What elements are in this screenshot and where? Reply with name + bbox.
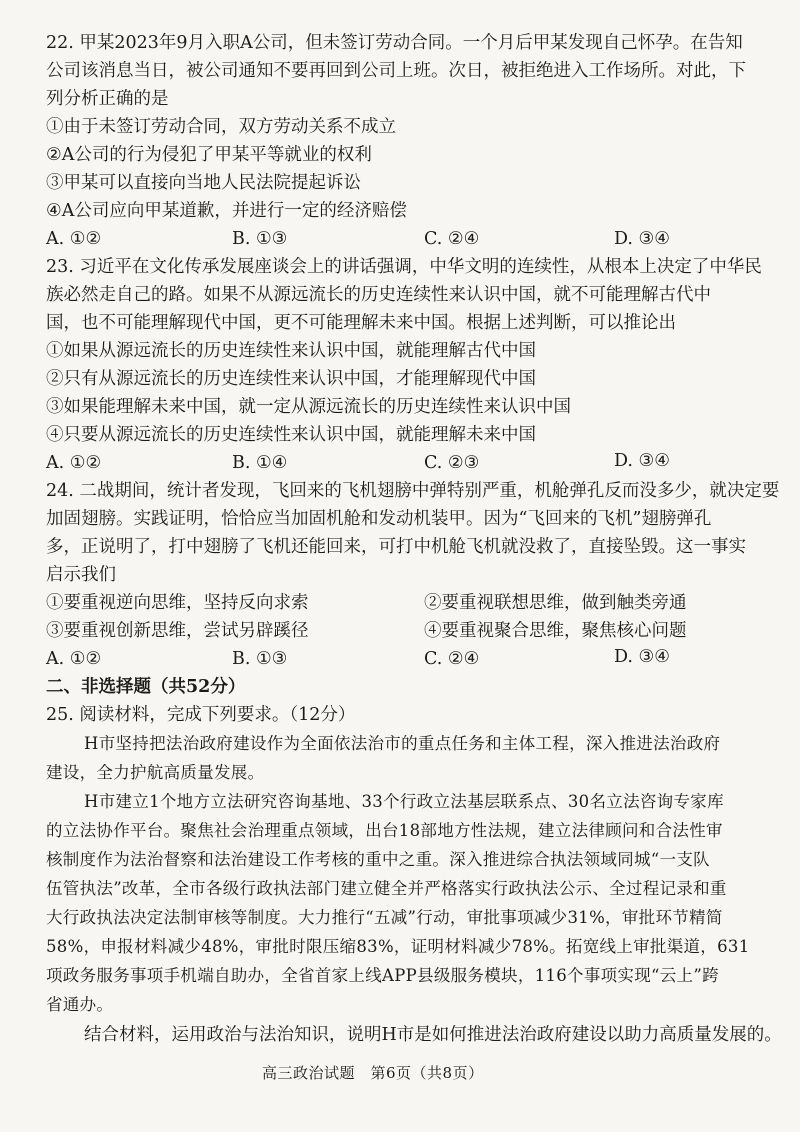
- q24-statement-3: ③要重视创新思维，尝试另辟蹊径: [46, 621, 309, 641]
- q25-material-line-9: 项政务服务事项手机端自助办，全省首家上线APP县级服务模块，116个事项实现“云上”跨: [46, 966, 719, 985]
- q25-material-line-7: 大行政执法决定法制审核等制度。大力推行“五减”行动，审批事项减少31%，审批环节精简: [46, 908, 723, 927]
- q22-stem-line-3: 列分析正确的是: [46, 89, 169, 109]
- q25-material-line-5: 核制度作为法治督察和法治建设工作考核的重中之重。深入推进综合执法领域同城“一支队: [46, 850, 710, 869]
- q23-option-b: B. ①④: [232, 453, 288, 473]
- q25-material-line-8: 58%，申报材料减少48%，审批时限压缩83%，证明材料减少78%。拓宽线上审批渠道，631: [46, 937, 750, 956]
- q22-statement-2: ②A公司的行为侵犯了甲某平等就业的权利: [46, 145, 372, 165]
- q22-option-b: B. ①③: [232, 229, 288, 249]
- q23-option-d: D. ③④: [614, 451, 670, 471]
- q24-stem-line-4: 启示我们: [46, 565, 116, 585]
- q25-material-line-2: 建设，全力护航高质量发展。: [46, 763, 265, 782]
- q23-option-a: A. ①②: [46, 453, 102, 473]
- q22-statement-1: ①由于未签订劳动合同，双方劳动关系不成立: [46, 117, 396, 137]
- q25-material-line-4: 的立法协作平台。聚焦社会治理重点领域，出台18部地方性法规，建立法律顾问和合法性审: [46, 821, 723, 840]
- q22-stem-line-2: 公司该消息当日，被公司通知不要再回到公司上班。次日，被拒绝进入工作场所。对此，下: [46, 61, 746, 81]
- q23-stem-line-3: 国，也不可能理解现代中国，更不可能理解未来中国。根据上述判断，可以推论出: [46, 313, 676, 333]
- q24-stem-line-1: 24. 二战期间，统计者发现，飞回来的飞机翅膀中弹特别严重，机舱弹孔反而没多少，就决定要: [46, 481, 780, 501]
- q25-material-line-10: 省通办。: [46, 995, 114, 1014]
- q25-material-line-6: 伍管执法”改革，全市各级行政执法部门建立健全并严格落实行政执法公示、全过程记录和重: [46, 879, 727, 898]
- q25-material-line-1: H市坚持把法治政府建设作为全面依法治市的重点任务和主体工程，深入推进法治政府: [84, 734, 721, 753]
- q23-statement-3: ③如果能理解未来中国，就一定从源远流长的历史连续性来认识中国: [46, 397, 571, 417]
- q23-option-c: C. ②③: [424, 453, 480, 473]
- q23-statement-4: ④只要从源远流长的历史连续性来认识中国，就能理解未来中国: [46, 425, 536, 445]
- section-title: 二、非选择题（共52分）: [46, 677, 246, 697]
- q22-option-a: A. ①②: [46, 229, 102, 249]
- q22-stem-line-1: 22. 甲某2023年9月入职A公司，但未签订劳动合同。一个月后甲某发现自己怀孕。在告知: [46, 33, 743, 53]
- q25-material-line-3: H市建立1个地方立法研究咨询基地、33个行政立法基层联系点、30名立法咨询专家库: [84, 792, 724, 811]
- q24-statement-2: ②要重视联想思维，做到触类旁通: [424, 593, 687, 613]
- q25-title: 25. 阅读材料，完成下列要求。（12分）: [46, 705, 356, 725]
- q24-stem-line-3: 多，正说明了，打中翅膀了飞机还能回来，可打中机舱飞机就没救了，直接坠毁。这一事实: [46, 537, 746, 557]
- q24-option-c: C. ②④: [424, 649, 480, 669]
- q24-option-b: B. ①③: [232, 649, 288, 669]
- q22-option-c: C. ②④: [424, 229, 480, 249]
- q24-statement-4: ④要重视聚合思维，聚焦核心问题: [424, 621, 687, 641]
- q23-stem-line-2: 族必然走自己的路。如果不从源远流长的历史连续性来认识中国，就不可能理解古代中: [46, 285, 711, 305]
- q24-option-d: D. ③④: [614, 647, 670, 667]
- q22-option-d: D. ③④: [614, 229, 670, 249]
- q23-stem-line-1: 23. 习近平在文化传承发展座谈会上的讲话强调，中华文明的连续性，从根本上决定了中华民: [46, 257, 762, 277]
- page-footer: 高三政治试题 第6页（共8页）: [262, 1064, 484, 1082]
- q24-option-a: A. ①②: [46, 649, 102, 669]
- q24-stem-line-2: 加固翅膀。实践证明，恰恰应当加固机舱和发动机装甲。因为“飞回来的飞机”翅膀弹孔: [46, 509, 712, 529]
- q22-statement-3: ③甲某可以直接向当地人民法院提起诉讼: [46, 173, 361, 193]
- q24-statement-1: ①要重视逆向思维，坚持反向求索: [46, 593, 309, 613]
- q25-question: 结合材料，运用政治与法治知识，说明H市是如何推进法治政府建设以助力高质量发展的。: [84, 1025, 782, 1045]
- q23-statement-2: ②只有从源远流长的历史连续性来认识中国，才能理解现代中国: [46, 369, 536, 389]
- q23-statement-1: ①如果从源远流长的历史连续性来认识中国，就能理解古代中国: [46, 341, 536, 361]
- q22-statement-4: ④A公司应向甲某道歉，并进行一定的经济赔偿: [46, 201, 407, 221]
